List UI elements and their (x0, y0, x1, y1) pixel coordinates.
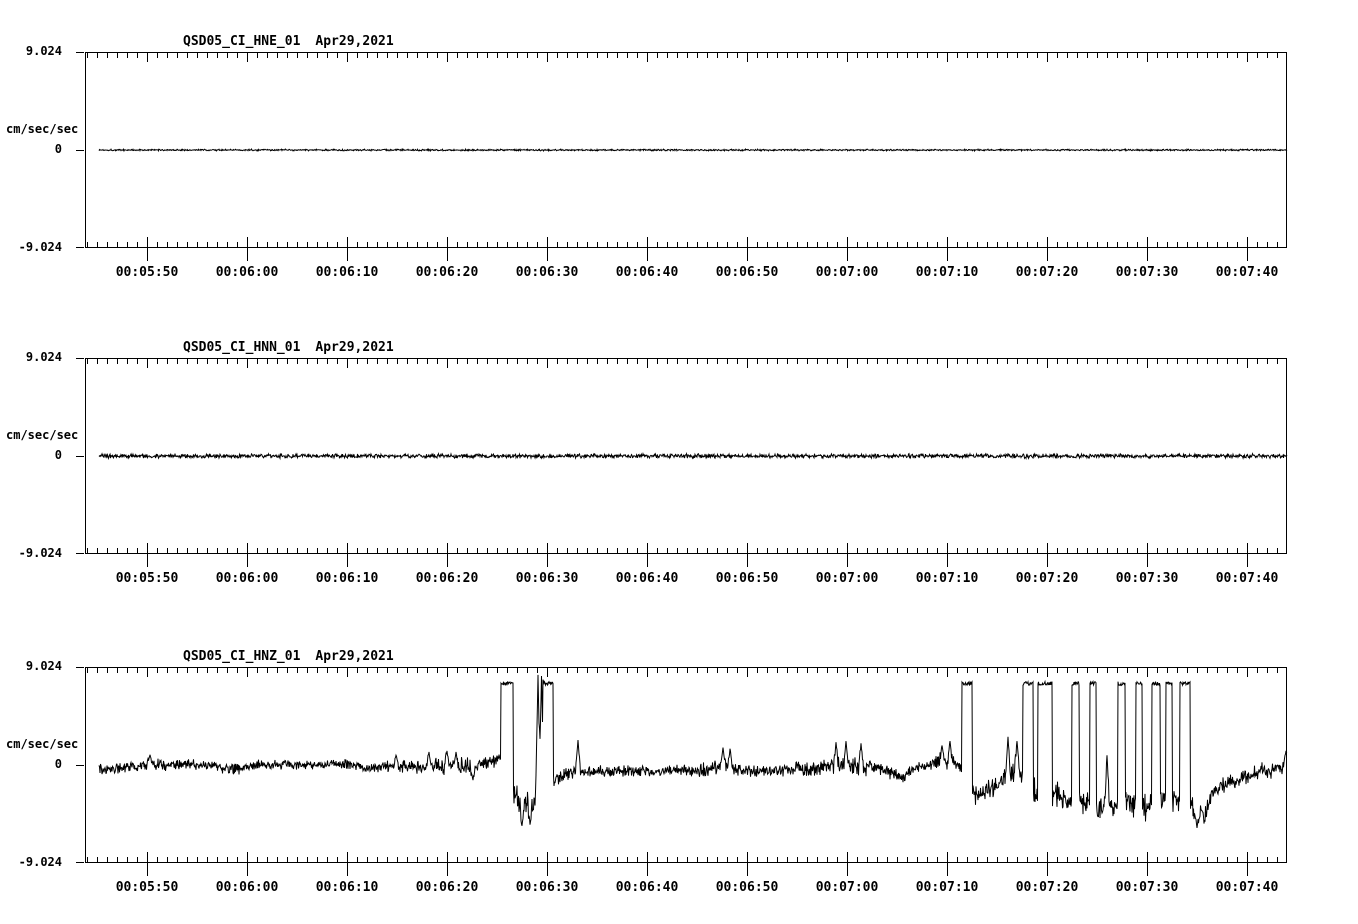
x-tick-label: 00:07:40 (1215, 880, 1279, 895)
x-tick-label: 00:06:30 (515, 571, 579, 586)
x-tick-label: 00:07:40 (1215, 571, 1279, 586)
x-tick-label: 00:07:00 (815, 265, 879, 280)
panel-title (183, 34, 394, 49)
x-tick-label: 00:07:30 (1115, 265, 1179, 280)
x-tick-label: 00:07:20 (1015, 880, 1079, 895)
x-tick-label: 00:07:00 (815, 880, 879, 895)
channel-label: QSD05_CI_HNN_01 (183, 340, 301, 355)
x-tick-label: 00:06:00 (215, 880, 279, 895)
seismo-panel-hnz (0, 649, 1358, 924)
x-tick-label: 00:06:10 (315, 880, 379, 895)
ytick-label-max: 9.024 (25, 44, 62, 58)
ytick-label-max: 9.024 (25, 659, 62, 673)
x-tick-label: 00:07:30 (1115, 571, 1179, 586)
x-tick-label: 00:06:10 (315, 265, 379, 280)
ytick-label-max: 9.024 (25, 350, 62, 364)
channel-label: QSD05_CI_HNE_01 (183, 34, 301, 49)
x-tick-label: 00:07:10 (915, 571, 979, 586)
x-tick-label: 00:06:50 (715, 265, 779, 280)
x-tick-label: 00:07:10 (915, 880, 979, 895)
panel-title (183, 340, 394, 355)
y-axis-unit-label: cm/sec/sec (6, 737, 79, 751)
plot-area (85, 52, 1287, 248)
ytick-label-zero: 0 (54, 757, 62, 771)
x-tick-label: 00:06:40 (615, 880, 679, 895)
seismo-panel-hne (0, 34, 1358, 334)
panel-title (183, 649, 394, 664)
ytick-label-min: -9.024 (18, 240, 62, 254)
x-tick-label: 00:06:20 (415, 265, 479, 280)
x-tick-label: 00:06:30 (515, 265, 579, 280)
x-tick-label: 00:06:20 (415, 571, 479, 586)
x-tick-label: 00:07:00 (815, 571, 879, 586)
date-label: Apr29,2021 (315, 340, 394, 355)
plot-area (85, 358, 1287, 554)
x-tick-label: 00:05:50 (115, 265, 179, 280)
x-tick-label: 00:06:50 (715, 880, 779, 895)
ytick-label-min: -9.024 (18, 546, 62, 560)
x-tick-label: 00:05:50 (115, 571, 179, 586)
ytick-label-zero: 0 (54, 142, 62, 156)
ytick-label-zero: 0 (54, 448, 62, 462)
seismo-panel-hnn (0, 340, 1358, 640)
x-tick-label: 00:06:00 (215, 571, 279, 586)
waveform-svg-hnn (85, 358, 1287, 554)
x-tick-label: 00:05:50 (115, 880, 179, 895)
waveform-trace (99, 675, 1287, 828)
x-tick-label: 00:07:20 (1015, 571, 1079, 586)
x-tick-label: 00:07:40 (1215, 265, 1279, 280)
date-label: Apr29,2021 (315, 649, 394, 664)
x-tick-label: 00:06:40 (615, 571, 679, 586)
waveform-trace (99, 149, 1287, 151)
x-tick-label: 00:07:30 (1115, 880, 1179, 895)
date-label: Apr29,2021 (315, 34, 394, 49)
x-tick-label: 00:07:20 (1015, 265, 1079, 280)
x-tick-label: 00:06:40 (615, 265, 679, 280)
x-tick-label-row (85, 265, 1335, 281)
x-tick-label: 00:06:20 (415, 880, 479, 895)
x-tick-label: 00:06:30 (515, 880, 579, 895)
y-axis-unit-label: cm/sec/sec (6, 122, 79, 136)
waveform-svg-hne (85, 52, 1287, 248)
ytick-label-min: -9.024 (18, 855, 62, 869)
x-tick-label: 00:07:10 (915, 265, 979, 280)
waveform-trace (99, 454, 1287, 459)
waveform-svg-hnz (85, 667, 1287, 863)
x-tick-label-row (85, 880, 1335, 896)
x-tick-label: 00:06:50 (715, 571, 779, 586)
plot-area (85, 667, 1287, 863)
x-tick-label-row (85, 571, 1335, 587)
x-tick-label: 00:06:10 (315, 571, 379, 586)
y-axis-unit-label: cm/sec/sec (6, 428, 79, 442)
channel-label: QSD05_CI_HNZ_01 (183, 649, 301, 664)
x-tick-label: 00:06:00 (215, 265, 279, 280)
